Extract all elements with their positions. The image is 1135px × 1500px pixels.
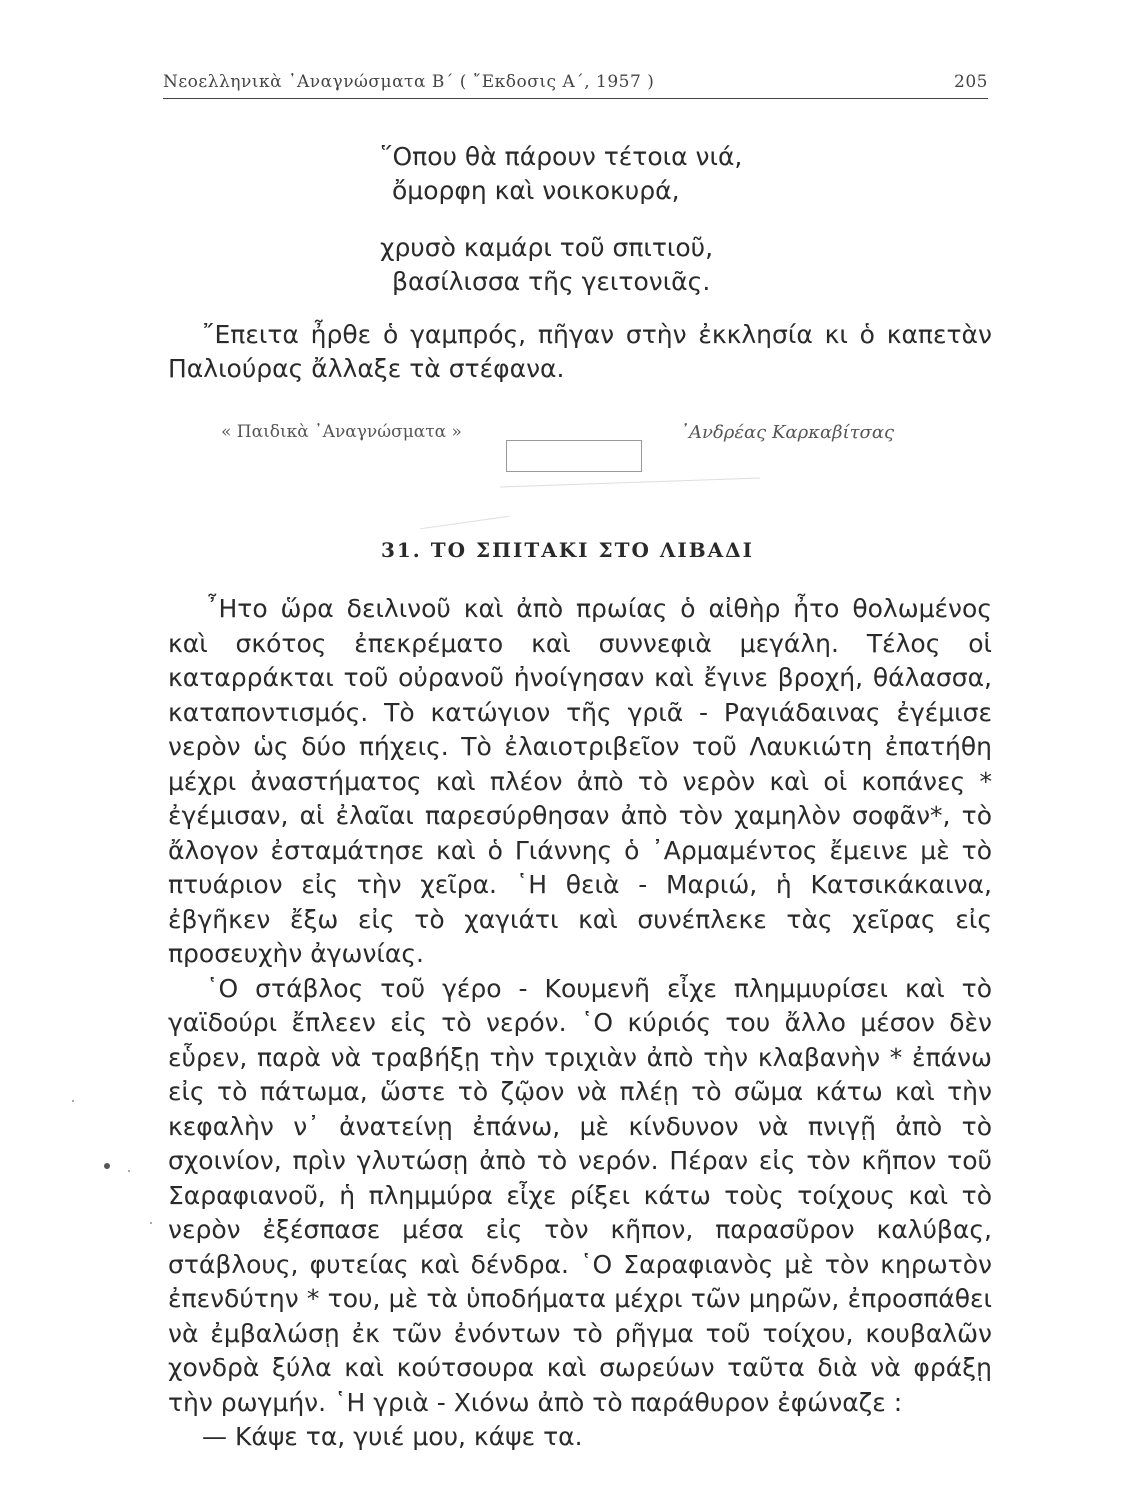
dialogue-line: — Κάψε τα, γυιέ μου, κάψε τα. (202, 1422, 583, 1451)
margin-speck (72, 1100, 74, 1102)
paragraph: ῏Ητο ὥρα δειλινοῦ καὶ ἀπὸ πρωίας ὁ αἰθὴρ ἦτο θολωμένος καὶ σκότος ἐπεκρέματο καὶ συννεφιὰ μεγάλη. Τέλος οἱ καταρράκται τοῦ οὐρανοῦ ἠνοίγησαν καὶ ἔγινε βροχή, θάλασσα, καταποντισμός. Τὸ κατώγιον τῆς γριᾶ - Ραγιάδαινας ἐγέμισε νερὸν ὡς δύο πήχεις. Τὸ ἐλαιοτριβεῖον τοῦ Λαυκιώτη ἐπατήθη μέχρι ἀναστήματος καὶ πλέον ἀπὸ τὸ νερὸν καὶ οἱ κοπάνες * ἐγέμισαν, αἱ ἐλαῖαι παρεσύρθησαν ἀπὸ τὸν χαμηλὸν σοφᾶν*, τὸ ἄλογον ἐσταμάτησε καὶ ὁ Γιάννης ὁ ᾿Αρμαμέντος ἔμεινε μὲ τὸ πτυάριον εἰς τὴν χεῖρα. ῾Η θειὰ - Μαριώ, ἡ Κατσικάκαινα, ἐβγῆκεν ἔξω εἰς τὸ χαγιάτι καὶ συνέπλεκε τὰς χεῖρας εἰς προσευχὴν ἀγωνίας. (168, 594, 992, 968)
running-title: Νεοελληνικὰ ᾿Αναγνώσματα Β΄ ( ῎Εκδοσις Α΄, 1957 ) (163, 72, 655, 92)
chapter-body (168, 592, 992, 1455)
poem-line: χρυσὸ καμάρι τοῦ σπιτιοῦ, (380, 233, 714, 262)
pencil-mark (420, 516, 509, 530)
running-header (163, 72, 988, 99)
poem (380, 140, 742, 322)
source-citation: « Παιδικὰ ᾿Αναγνώσματα » (221, 422, 462, 442)
margin-dot (104, 1163, 110, 1169)
poem-line: βασίλισσα τῆς γειτονιᾶς. (392, 267, 711, 296)
paragraph: ῾Ο στάβλος τοῦ γέρο - Κουμενῆ εἶχε πλημμυρίσει καὶ τὸ γαϊδούρι ἔπλεεν εἰς τὸ νερόν. ῾Ο κύριός του ἄλλο μέσον δὲν εὗρεν, παρὰ νὰ τραβήξῃ τὴν τριχιὰν ἀπὸ τὴν κλαβανὴν * ἐπάνω εἰς τὸ πάτωμα, ὥστε τὸ ζῷον νὰ πλέῃ τὸ σῶμα κάτω καὶ τὴν κεφαλὴν ν᾿ ἀνατείνῃ ἐπάνω, μὲ κίνδυνον νὰ πνιγῇ ἀπὸ τὸ σχοινίον, πρὶν γλυτώσῃ ἀπὸ τὸ νερόν. Πέραν εἰς τὸν κῆπον τοῦ Σαραφιανοῦ, ἡ πλημμύρα εἶχε ρίξει κάτω τοὺς τοίχους καὶ τὸ νερὸν ἐξέσπασε μέσα εἰς τὸν κῆπον, παρασῦρον καλύβας, στάβλους, φυτείας καὶ δένδρα. ῾Ο Σαραφιανὸς μὲ τὸν κηρωτὸν ἐπενδύτην * του, μὲ τὰ ὑποδήματα μέχρι τῶν μηρῶν, ἐπροσπάθει νὰ ἐμβαλώσῃ ἐκ τῶν ἐνόντων τὸ ρῆγμα τοῦ τοίχου, κουβαλῶν χονδρὰ ξύλα καὶ κούτσουρα καὶ σωρεύων ταῦτα διὰ νὰ φράξῃ τὴν ρωγμήν. ῾Η γριὰ - Χιόνω ἀπὸ τὸ παράθυρον ἐφώναζε : (168, 973, 992, 1417)
author-name: ᾿Ανδρέας Καρκαβίτσας (680, 422, 895, 443)
poem-stanza-1 (380, 140, 742, 208)
closing-paragraph-text: ῎Επειτα ἦρθε ὁ γαμπρός, πῆγαν στὴν ἐκκλησία κι ὁ καπετὰν Παλιούρας ἄλλαξε τὰ στέφανα. (168, 320, 992, 383)
stamp-box (506, 440, 642, 472)
chapter-title: 31. ΤΟ ΣΠΙΤΑΚΙ ΣΤΟ ΛΙΒΑΔΙ (380, 538, 755, 562)
pencil-mark (500, 477, 760, 487)
poem-line: ὄμορφη καὶ νοικοκυρά, (392, 176, 680, 205)
margin-speck (128, 1170, 130, 1172)
poem-stanza-2 (380, 231, 742, 299)
closing-paragraph (168, 318, 992, 386)
page-number: 205 (954, 72, 988, 92)
margin-speck (150, 1222, 152, 1224)
poem-line: ῞Οπου θὰ πάρουν τέτοια νιά, (380, 142, 743, 171)
